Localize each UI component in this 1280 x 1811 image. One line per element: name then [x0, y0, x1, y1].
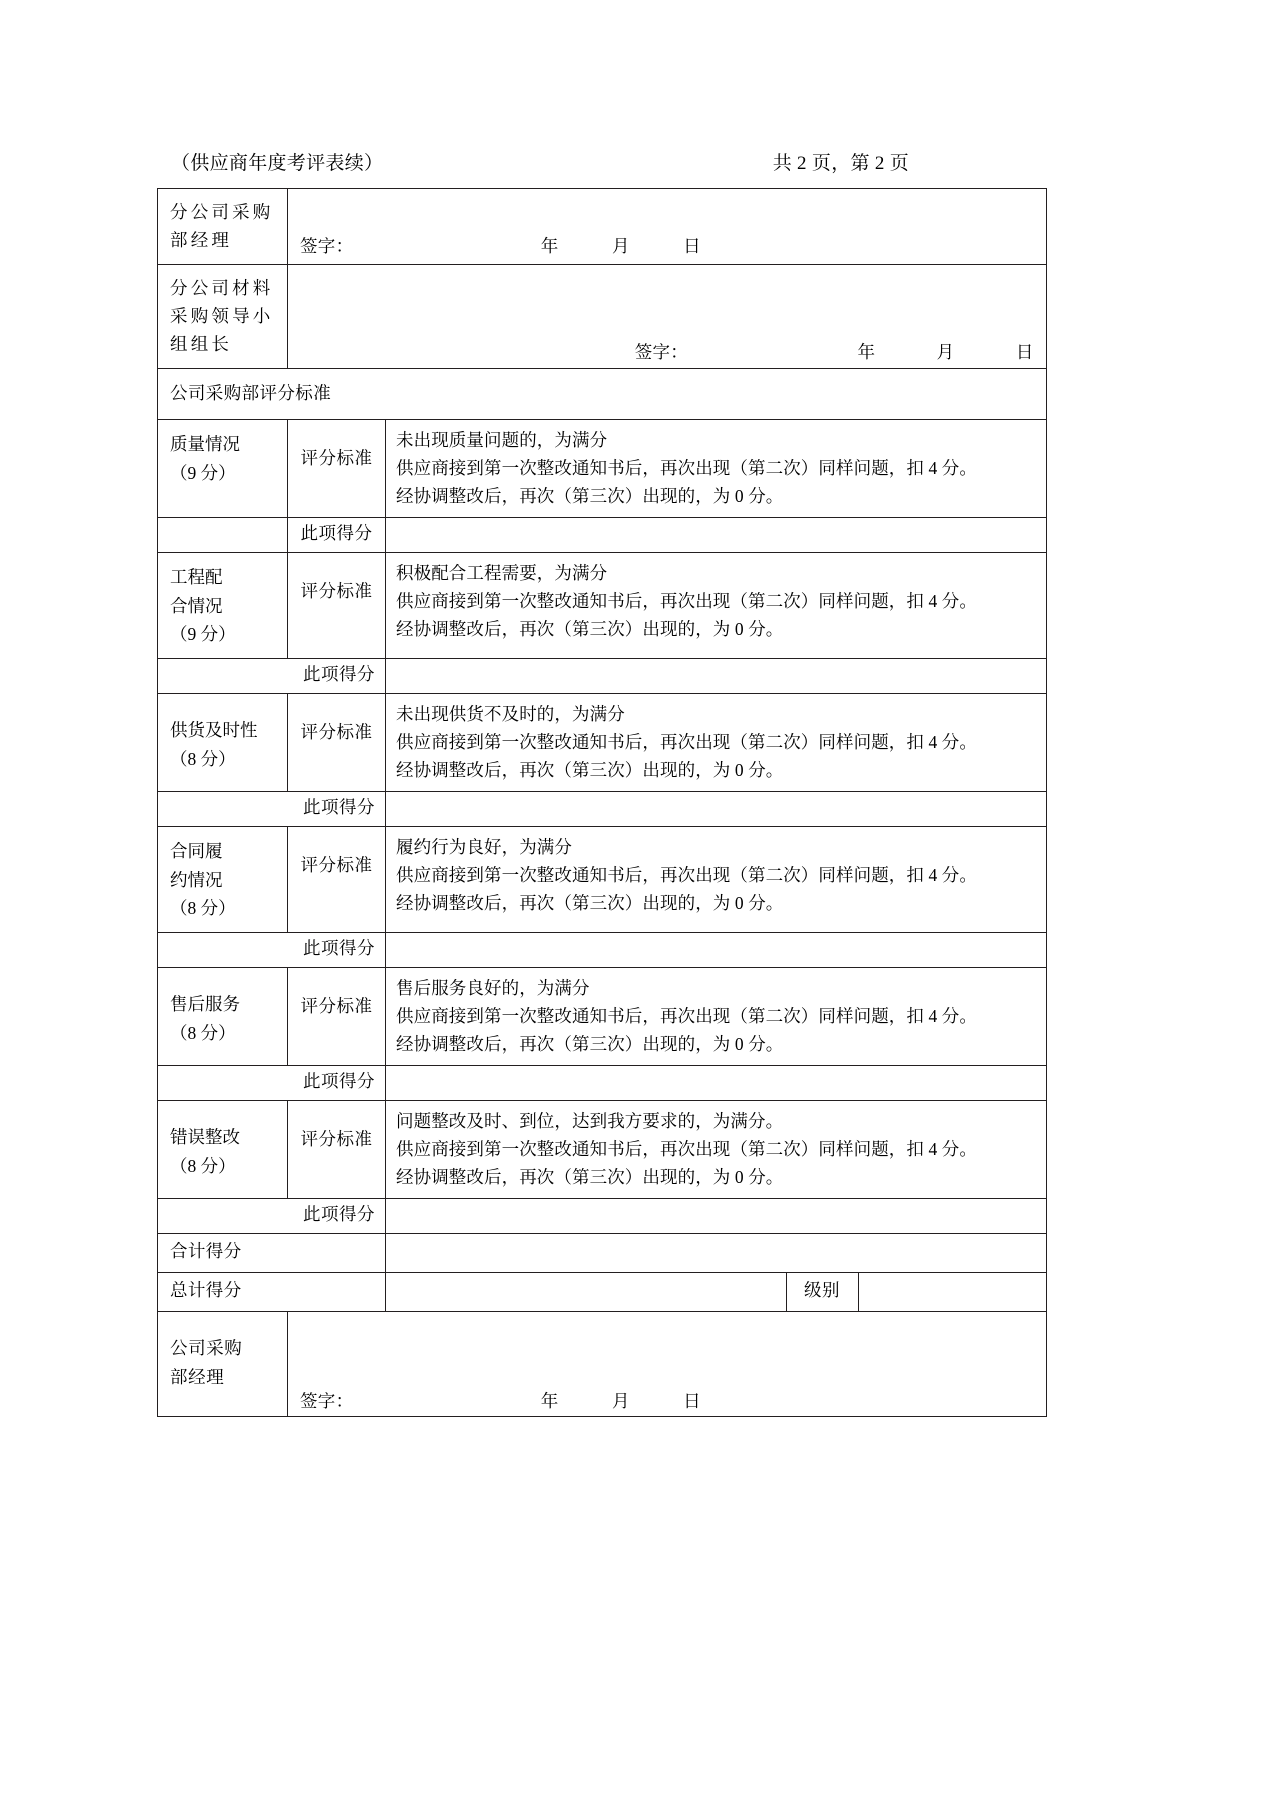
cell-itemscore-value-delivery[interactable] [386, 792, 1047, 827]
cell-itemscore-value-aftersales[interactable] [386, 1066, 1047, 1101]
criteria-rectification-line-2: 供应商接到第一次整改通知书后，再次出现（第二次）同样问题，扣 4 分。 [396, 1139, 977, 1160]
cell-itemscore-value-contract[interactable] [386, 933, 1047, 968]
table-row-criteria-delivery [158, 694, 1047, 792]
company-manager-month: 月 [611, 1390, 630, 1411]
company-manager-label-line-1: 公司采购 [170, 1338, 243, 1359]
criteria-contract-line-2: 供应商接到第一次整改通知书后，再次出现（第二次）同样问题，扣 4 分。 [396, 865, 977, 886]
table-row-itemscore-contract [158, 933, 1047, 968]
cell-group-leader-signature[interactable] [288, 264, 1047, 368]
cell-section-title [158, 368, 1047, 420]
table-row-itemscore-aftersales [158, 1066, 1047, 1101]
branch-manager-label-line-1: 分公司采购 [170, 202, 274, 222]
cell-group-leader-label [158, 264, 288, 368]
itemscore-label-delivery: 此项得分 [303, 797, 375, 818]
group-leader-label-line-1: 分公司材料 [170, 277, 274, 298]
criteria-quality-line-2: 供应商接到第一次整改通知书后，再次出现（第二次）同样问题，扣 4 分。 [396, 458, 977, 479]
cell-criteria-standard-label-contract [288, 827, 386, 933]
table-row-criteria-cooperation [158, 553, 1047, 659]
criteria-name-contract-line-3: （8 分） [170, 897, 236, 918]
cell-company-manager-signature[interactable] [288, 1312, 1047, 1417]
form-sheet [157, 150, 1047, 1417]
cell-criteria-standard-label-quality [288, 420, 386, 518]
cell-blank-quality [158, 518, 288, 553]
group-leader-sign-label: 签字： [634, 342, 689, 363]
cell-itemscore-label-delivery-wrap [158, 792, 386, 827]
criteria-cooperation-line-3: 经协调整改后，再次（第三次）出现的，为 0 分。 [396, 619, 784, 640]
grade-label: 级别 [804, 1280, 840, 1301]
cell-itemscore-value-rectification[interactable] [386, 1199, 1047, 1234]
section-title-text: 公司采购部评分标准 [170, 382, 332, 403]
group-leader-month: 月 [936, 342, 955, 363]
table-row-total-and-grade [158, 1273, 1047, 1312]
cell-criteria-name-quality [158, 420, 288, 518]
evaluation-form-table [157, 188, 1047, 1417]
cell-criteria-standard-label-cooperation [288, 553, 386, 659]
criteria-name-delivery-line-2: （8 分） [170, 748, 236, 769]
criteria-contract-line-3: 经协调整改后，再次（第三次）出现的，为 0 分。 [396, 893, 784, 914]
criteria-standard-label-rectification: 评分标准 [300, 1129, 373, 1150]
cell-itemscore-value-quality[interactable] [386, 518, 1047, 553]
criteria-name-contract-line-2: 约情况 [170, 869, 223, 890]
criteria-aftersales-line-2: 供应商接到第一次整改通知书后，再次出现（第二次）同样问题，扣 4 分。 [396, 1006, 977, 1027]
criteria-standard-label-quality: 评分标准 [300, 448, 373, 469]
table-row-itemscore-quality [158, 518, 1047, 553]
subtotal-label: 合计得分 [170, 1241, 242, 1262]
criteria-name-quality-line-1: 质量情况 [170, 434, 240, 455]
company-manager-day: 日 [683, 1390, 701, 1411]
table-row-subtotal [158, 1234, 1047, 1273]
criteria-aftersales-line-3: 经协调整改后，再次（第三次）出现的，为 0 分。 [396, 1034, 784, 1055]
company-manager-year: 年 [540, 1390, 559, 1411]
itemscore-label-contract: 此项得分 [303, 938, 375, 959]
table-row-itemscore-delivery [158, 792, 1047, 827]
criteria-delivery-line-2: 供应商接到第一次整改通知书后，再次出现（第二次）同样问题，扣 4 分。 [396, 732, 977, 753]
criteria-cooperation-line-1: 积极配合工程需要，为满分 [396, 563, 608, 584]
criteria-name-contract-line-1: 合同履 [170, 841, 223, 862]
criteria-delivery-line-3: 经协调整改后，再次（第三次）出现的，为 0 分。 [396, 760, 784, 781]
criteria-rectification-line-1: 问题整改及时、到位，达到我方要求的，为满分。 [396, 1111, 784, 1132]
table-row-branch-manager-signature [158, 189, 1047, 265]
criteria-name-rectification-line-2: （8 分） [170, 1155, 236, 1176]
table-row-itemscore-cooperation [158, 659, 1047, 694]
table-row-criteria-aftersales [158, 968, 1047, 1066]
criteria-name-cooperation-line-1: 工程配 [170, 567, 223, 588]
cell-criteria-name-delivery [158, 694, 288, 792]
cell-criteria-standard-label-rectification [288, 1101, 386, 1199]
group-leader-day: 日 [1015, 342, 1034, 363]
cell-itemscore-label-cooperation-wrap [158, 659, 386, 694]
cell-criteria-text-quality [386, 420, 1047, 518]
cell-criteria-text-aftersales [386, 968, 1047, 1066]
criteria-quality-line-3: 经协调整改后，再次（第三次）出现的，为 0 分。 [396, 486, 784, 507]
table-row-company-manager-signature [158, 1312, 1047, 1417]
cell-criteria-standard-label-delivery [288, 694, 386, 792]
cell-criteria-text-cooperation [386, 553, 1047, 659]
criteria-cooperation-line-2: 供应商接到第一次整改通知书后，再次出现（第二次）同样问题，扣 4 分。 [396, 591, 977, 612]
itemscore-label-aftersales: 此项得分 [303, 1071, 375, 1092]
branch-manager-label-line-2: 部经理 [170, 230, 233, 251]
criteria-name-quality-line-2: （9 分） [170, 462, 236, 483]
criteria-delivery-line-1: 未出现供货不及时的，为满分 [396, 704, 625, 725]
cell-subtotal-value[interactable] [386, 1234, 1047, 1273]
table-row-group-leader-signature [158, 264, 1047, 368]
table-row-itemscore-rectification [158, 1199, 1047, 1234]
branch-manager-month: 月 [611, 235, 630, 256]
group-leader-year: 年 [857, 342, 876, 363]
branch-manager-day: 日 [683, 235, 701, 256]
itemscore-label-rectification: 此项得分 [303, 1204, 375, 1225]
criteria-quality-line-1: 未出现质量问题的，为满分 [396, 430, 608, 451]
criteria-standard-label-contract: 评分标准 [300, 855, 373, 876]
cell-grade-value[interactable] [858, 1273, 1046, 1311]
cell-criteria-name-cooperation [158, 553, 288, 659]
document-header [157, 150, 1047, 188]
cell-criteria-standard-label-aftersales [288, 968, 386, 1066]
company-manager-label-line-2: 部经理 [170, 1366, 225, 1387]
cell-itemscore-label-contract-wrap [158, 933, 386, 968]
cell-branch-manager-signature[interactable] [288, 189, 1047, 265]
form-continuation-title: （供应商年度考评表续） [171, 153, 384, 174]
table-row-section-title [158, 368, 1047, 420]
criteria-standard-label-cooperation: 评分标准 [300, 581, 373, 602]
criteria-rectification-line-3: 经协调整改后，再次（第三次）出现的，为 0 分。 [396, 1167, 784, 1188]
cell-criteria-text-rectification [386, 1101, 1047, 1199]
itemscore-label-cooperation: 此项得分 [303, 664, 375, 685]
itemscore-label-quality: 此项得分 [300, 523, 373, 544]
cell-total-grade-group [386, 1273, 1047, 1312]
group-leader-label-line-3: 组组长 [170, 334, 233, 355]
criteria-name-rectification-line-1: 错误整改 [170, 1127, 240, 1148]
criteria-contract-line-1: 履约行为良好，为满分 [396, 837, 572, 858]
criteria-name-aftersales-line-1: 售后服务 [170, 994, 240, 1015]
cell-itemscore-label-quality [288, 518, 386, 553]
criteria-name-cooperation-line-3: （9 分） [170, 623, 236, 644]
criteria-name-aftersales-line-2: （8 分） [170, 1022, 236, 1043]
cell-criteria-name-rectification [158, 1101, 288, 1199]
cell-company-manager-label [158, 1312, 288, 1417]
branch-manager-year: 年 [540, 235, 559, 256]
cell-criteria-text-delivery [386, 694, 1047, 792]
cell-itemscore-label-rectification-wrap [158, 1199, 386, 1234]
cell-criteria-name-contract [158, 827, 288, 933]
cell-itemscore-value-cooperation[interactable] [386, 659, 1047, 694]
table-row-criteria-contract [158, 827, 1047, 933]
company-manager-sign-label: 签字： [300, 1390, 354, 1411]
criteria-standard-label-delivery: 评分标准 [300, 722, 373, 743]
cell-total-value[interactable] [386, 1273, 786, 1311]
branch-manager-sign-label: 签字： [300, 235, 354, 256]
cell-criteria-name-aftersales [158, 968, 288, 1066]
cell-grade-label [786, 1273, 858, 1311]
cell-criteria-text-contract [386, 827, 1047, 933]
criteria-standard-label-aftersales: 评分标准 [300, 996, 373, 1017]
total-label: 总计得分 [170, 1280, 242, 1301]
criteria-aftersales-line-1: 售后服务良好的，为满分 [396, 978, 590, 999]
cell-total-label [158, 1273, 386, 1312]
group-leader-label-line-2: 采购领导小 [170, 306, 274, 327]
table-row-criteria-rectification [158, 1101, 1047, 1199]
page-indicator: 共 2 页，第 2 页 [772, 153, 909, 174]
cell-subtotal-label [158, 1234, 386, 1273]
criteria-name-delivery-line-1: 供货及时性 [170, 720, 258, 741]
criteria-name-cooperation-line-2: 合情况 [170, 595, 223, 616]
cell-branch-manager-label [158, 189, 288, 265]
cell-itemscore-label-aftersales-wrap [158, 1066, 386, 1101]
table-row-criteria-quality [158, 420, 1047, 518]
